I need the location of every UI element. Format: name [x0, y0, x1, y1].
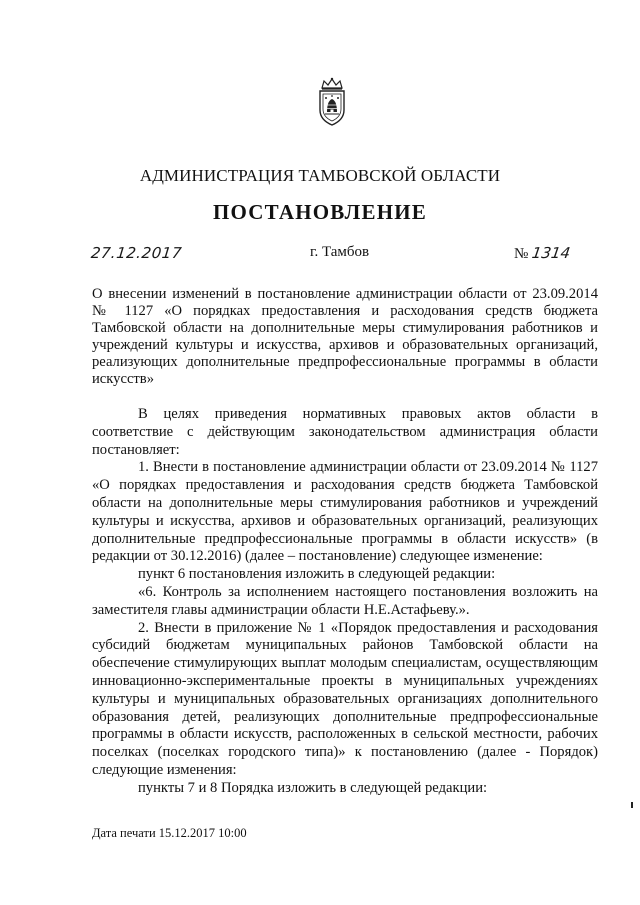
document-body — [92, 406, 598, 798]
handwritten-date: 27.12.2017 — [90, 244, 183, 262]
body-paragraph: 1. Внести в постановление администрации области от 23.09.2014 № 1127 «О порядках предоставления и расходования средств бюджета Тамбовской области на дополнительные меры стимулирования работников и учреждений культуры и искусства, архивов и образовательных организаций, реализующих дополнительные предпрофессиональные программы в области искусств» (в редакции от 30.12.2016) (далее – постановление) следующее изменение: — [92, 459, 598, 565]
coat-of-arms-icon — [314, 76, 350, 128]
body-paragraph: 2. Внести в приложение № 1 «Порядок предоставления и расходования субсидий бюджетам муниципальных районов Тамбовской области на обеспечение стимулирующих выплат молодым специалистам, осуществляющим инновационно-экспериментальные проекты в муниципальных учреждениях культуры и муниципальных образовательных организациях дополнительного образования детей, реализующих дополнительные предпрофессиональные программы в области искусств, расположенных в сельской местности, рабочих поселках (поселках городского типа)» к постановлению (далее - Порядок) следующие изменения: — [92, 619, 598, 778]
document-subject: О внесении изменений в постановление администрации области от 23.09.2014 № 1127 «О порядках предоставления и расходования средств бюджета Тамбовской области на дополнительные меры стимулирования работников и учреждений культуры и искусства, архивов и образовательных организаций, реализующих дополнительные предпрофессиональные программы в области искусств» — [92, 286, 598, 387]
body-paragraph: пункт 6 постановления изложить в следующей редакции: — [138, 566, 496, 583]
handwritten-number: 1314 — [531, 244, 572, 262]
scan-mark — [631, 802, 633, 808]
body-paragraph: В целях приведения нормативных правовых актов области в соответствие с действующим законодательством администрация области постановляет: — [92, 406, 598, 458]
print-date: Дата печати 15.12.2017 10:00 — [92, 826, 247, 840]
document-type-title: ПОСТАНОВЛЕНИЕ — [212, 200, 428, 224]
number-label: № — [514, 246, 529, 262]
document-number — [514, 244, 571, 263]
city: г. Тамбов — [310, 244, 370, 260]
body-paragraph: пункты 7 и 8 Порядка изложить в следующей редакции: — [138, 779, 488, 796]
organization-title: АДМИНИСТРАЦИЯ ТАМБОВСКОЙ ОБЛАСТИ — [139, 166, 501, 185]
body-paragraph: «6. Контроль за исполнением настоящего постановления возложить на заместителя главы администрации области Н.Е.Астафьеву.». — [92, 583, 598, 618]
